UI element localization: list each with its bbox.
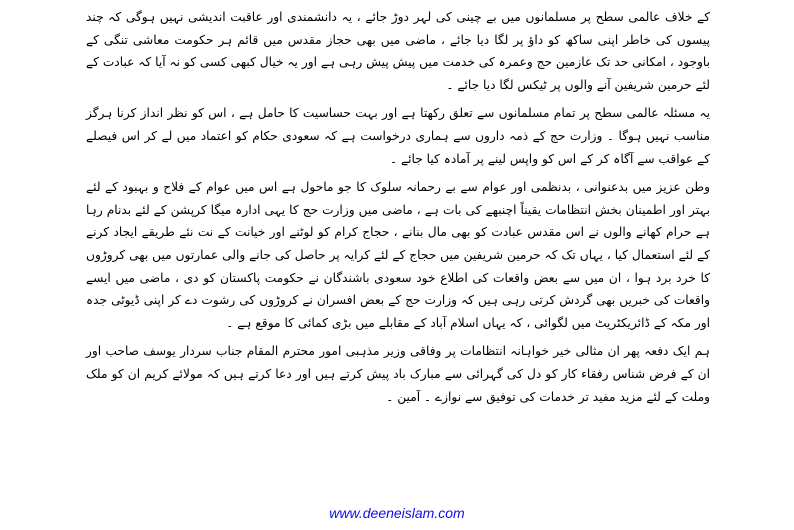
paragraph-3: وطن عزیز میں بدعنوانی ، بدنظمی اور عوام سے بے رحمانہ سلوک کا جو ماحول ہے اس میں عوام کے فلاح و بہبود کے لئے بہتر اور اطمینان بخش انتظامات یقیناً اچنبھے کی بات ہے ، ماضی میں وزارت حج کا یہی ادارہ میگا کرپشن کے لئے بدنام رہا ہے حرام کھانے والوں نے اس مقدس عبادت کو بھی مال بنانے ، حجاج کرام کو لوٹنے اور خیانت کے نت نئے طریقے ایجاد کرنے کے لئے استعمال کیا ، یہاں تک کہ حرمین شریفین میں حجاج کے لئے کرایہ پر حاصل کی جانے والی عمارتوں میں بھی کروڑوں کا خرد برد ہوا ، ان میں سے بعض واقعات کی اطلاع خود سعودی باشندگان نے حکومت پاکستان کو دی ، ماضی میں ایسے واقعات کی خبریں بھی گردش کرتی رہی ہیں کہ وزارت حج کے بعض افسران نے کروڑوں کی رشوت دے کر اپنی ڈیوٹی جدہ اور مکہ کے ڈائریکٹریٹ میں لگوائی ، کہ یہاں اسلام آباد کے مقابلے میں بڑی کمائی کا موقع ہے ۔ <box>86 180 710 330</box>
paragraph-4: ہم ایک دفعہ پھر ان مثالی خیر خواہانہ انتظامات پر وفاقی وزیر مذہبی امور محترم المقام جناب سردار یوسف صاحب اور ان کے فرض شناس رفقاء کار کو دل کی گہرائی سے مبارک باد پیش کرتے ہیں اور دعا کرتے ہیں کہ مولائے کریم ان کو ملک وملت کے لئے مزید مفید تر خدمات کی توفیق سے نوازے ۔ آمین ۔ <box>86 344 710 404</box>
article-body <box>86 6 710 414</box>
paragraph-2: یہ مسئلہ عالمی سطح پر تمام مسلمانوں سے تعلق رکھتا ہے اور بہت حساسیت کا حامل ہے ، اس کو نظر انداز کرنا ہرگز مناسب نہیں ہوگا ۔ وزارت حج کے ذمہ داروں سے ہماری درخواست ہے کہ سعودی حکام کو اعتماد میں لے کر اس فیصلے کے عواقب سے آگاہ کر کے اس کو واپس لینے پر آمادہ کیا جائے ۔ <box>86 106 710 166</box>
paragraph-1: کے خلاف عالمی سطح پر مسلمانوں میں بے چینی کی لہر دوڑ جائے ، یہ دانشمندی اور عاقبت اندیشی نہیں ہوگی کہ چند پیسوں کی خاطر اپنی ساکھ کو داؤ پر لگا دیا جائے ، ماضی میں بھی حجاز مقدس میں قائم ہر حکومت معاشی تنگی کے باوجود ، امکانی حد تک عازمین حج وعمرہ کی خدمت میں پیش پیش رہی ہے اور یہ خیال کبھی کسی کو نہ آیا کہ عبادت کے لئے حرمین شریفین آنے والوں پر ٹیکس لگا دیا جائے ۔ <box>86 10 710 92</box>
website-link[interactable]: www.deeneislam.com <box>329 505 465 521</box>
